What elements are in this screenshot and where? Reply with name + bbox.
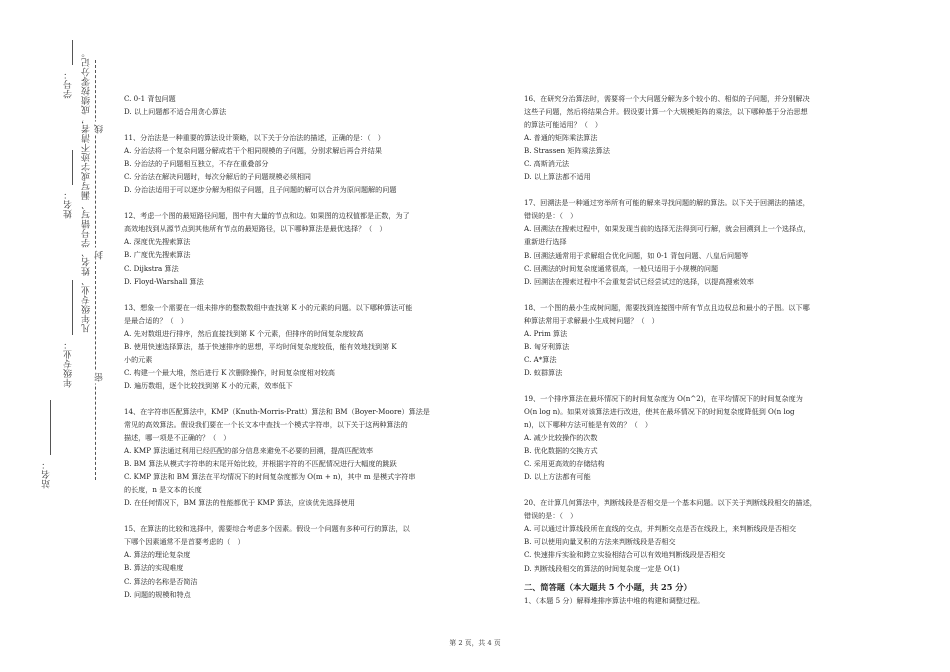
option-line: A. Prim 算法 [524,328,568,338]
option-line: B. 使用快速选择算法，基于快速排序的思想，平均时间复杂度较低，能有效地找到第 K [124,341,397,351]
option-line: C. 高斯消元法 [524,159,570,169]
seal-char-seal: 封 [95,250,105,260]
right-column [524,92,864,607]
option-line: A. 减少比较操作的次数 [524,433,598,443]
option-line: C. 回溯法的时间复杂度通常很高，一般只适用于小规模的问题 [524,263,719,273]
option-line: A. 算法的理论复杂度 [124,550,191,560]
option-line: D. 蚁群算法 [524,367,563,377]
question-stem: 17、回溯法是一种通过穷举所有可能的解来寻找问题的解的算法。以下关于回溯法的描述， [524,198,810,208]
option-line: D. 在任何情况下，BM 算法的性能都优于 KMP 算法，应该优先选择使用 [124,498,355,508]
option-line: D. 判断线段相交的算法的时间复杂度一定是 O(1) [524,563,680,573]
option-line: D. 问题的规模和特点 [124,589,191,599]
seal-char-line: 线 [95,124,105,134]
option-line: B. 广度优先搜索算法 [124,250,191,260]
option-line: B. 可以使用向量叉积的方法来判断线段是否相交 [524,537,676,547]
option-line: A. 可以通过计算线段所在直线的交点，并判断交点是否在线段上，来判断线段是否相交 [524,524,797,534]
question-stem: n)，以下哪种方法可能是有效的？（ ） [524,420,652,430]
section-two-title: 二、简答题（本大题共 5 个小题，共 25 分） [524,581,692,592]
option-line: 的长度，n 是文本的长度 [124,485,202,495]
question-18 [524,301,864,379]
student-id-label: 学号： [64,70,74,99]
seal-char-secret: 密 [95,372,105,382]
option-line: A. 先对数组进行排序，然后直接找到第 K 个元素，但排序的时间复杂度较高 [124,328,364,338]
question-stem: 这些子问题，然后将结果合并。假设要计算一个大规模矩阵的乘法，以下哪种基于分治思想 [524,107,808,117]
question-stem: 是最合适的？（ ） [124,315,188,325]
option-line: D. 以上问题都不适合用贪心算法 [124,107,227,117]
option-line: B. 匈牙利算法 [524,341,570,351]
option-line: B. 分治法的子问题相互独立，不存在重叠部分 [124,159,269,169]
option-line: C. A*算法 [524,354,557,364]
underline-student-id [72,40,73,65]
option-line: D. 遍历数组，逐个比较找到第 K 小的元素，效率低下 [124,380,293,390]
binding-strip [0,0,110,672]
question-stem: 16、在研究分治算法时，需要将一个大问题分解为多个较小的、相似的子问题，并分别解决 [524,94,810,103]
option-line: A. KMP 算法通过利用已经匹配的部分信息来避免不必要的回溯，提高匹配效率 [124,446,374,456]
option-line: A. 深度优先搜索算法 [124,237,191,247]
option-line: B. Strassen 矩阵乘法算法 [524,146,610,156]
underline-major [72,280,73,335]
option-line: 重新进行选择 [524,237,567,247]
question-12 [124,209,477,287]
underline-name [72,150,73,185]
question-stem: 下哪个因素通常不是首要考虑的（ ） [124,537,245,547]
left-column [124,92,477,607]
option-line: B. 回溯法通常用于求解组合优化问题，如 0-1 背包问题、八皇后问题等 [524,250,749,260]
question-13 [124,301,477,392]
name-label: 姓名： [64,190,74,219]
question-15 [124,522,477,600]
question-stem: 13、想象一个需要在一组未排序的整数数组中查找第 K 小的元素的问题。以下哪种算法可能 [124,302,413,312]
question-11 [124,131,477,196]
question-stem: 错误的是：（ ） [524,211,578,221]
question-stem: 14、在字符串匹配算法中，KMP（Knuth-Morris-Pratt）算法和 BM（Boyer-Moore）算法是 [124,406,430,416]
option-line: 小的元素 [124,354,153,364]
option-line: C. Dijkstra 算法 [124,263,179,273]
option-line: C. 分治法在解决问题时，每次分解后的子问题规模必须相同 [124,172,312,182]
page-footer: 第 2 页，共 4 页 [449,639,501,647]
option-line: A. 分治法将一个复杂问题分解成若干个相同规模的子问题，分别求解后再合并结果 [124,146,382,156]
option-line: C. 构建一个最大堆，然后进行 K 次删除操作，时间复杂度相对较高 [124,367,336,377]
question-stem: 高效地找到从源节点到其他所有节点的最短路径，以下哪种算法是最优选择？（ ） [124,224,387,234]
option-line: D. 以上方法都有可能 [524,472,591,482]
option-line: D. 分治法适用于可以逐步分解为相似子问题，且子问题的解可以合并为原问题解的问题 [124,185,397,195]
center-label: 站名： [42,460,52,489]
option-line: C. 采用更高效的存储结构 [524,459,605,469]
question-14 [124,405,477,509]
question-stem: 12、考虑一个图的最短路径问题，图中有大量的节点和边。如果图的边权值都是正数，为了 [124,211,410,221]
option-line: C. KMP 算法和 BM 算法在平均情况下的时间复杂度都为 O(m + n)，其中 m 是模式字符串 [124,472,416,482]
question-19 [524,392,864,483]
major-label: 年级专业： [64,340,74,388]
underline-center [50,400,51,455]
option-line: A. 普通的矩阵乘法算法 [524,133,598,143]
option-line: D. Floyd-Warshall 算法 [124,276,204,286]
question-stem: 20、在计算几何算法中，判断线段是否相交是一个基本问题。以下关于判断线段相交的描述， [524,498,817,508]
question-stem: 18、一个图的最小生成树问题，需要找到连接图中所有节点且边权总和最小的子图。以下哪 [524,302,810,312]
notice-text: 凡年级专业、姓名、学号错写、漏写或字迹不清者，成绩按零分记。 [82,48,92,333]
question-stem: 15、在算法的比较和选择中，需要综合考虑多个因素。假设一个问题有多种可行的算法，以 [124,524,410,534]
question-stem: 的算法可能适用？（ ） [524,120,603,130]
question-stem: 19、一个排序算法在最坏情况下的时间复杂度为 O(n^2)，在平均情况下的时间复杂度为 [524,393,803,403]
question-stem: 错误的是：（ ） [524,511,578,521]
question-stem: 11、分治法是一种重要的算法设计策略，以下关于分治法的描述，正确的是：（ ） [124,133,385,143]
question-stem: 常见的高效算法。假设我们要在一个长文本中查找一个模式字符串，以下关于这两种算法的 [124,419,408,429]
option-line: B. 算法的实现难度 [124,563,184,573]
question-stem: 种算法常用于求解最小生成树问题？（ ） [524,315,659,325]
short-answer-question-1: 1、（本题 5 分）解释堆排序算法中堆的构建和调整过程。 [524,595,705,605]
option-line: B. BM 算法从模式字符串的末尾开始比较，并根据字符的不匹配情况进行大幅度的跳跃 [124,459,397,469]
option-line: D. 以上算法都不适用 [524,172,591,182]
question-stem: 描述，哪一项是不正确的？（ ） [124,433,231,443]
option-line: C. 快速排斥实验和跨立实验相结合可以有效地判断线段是否相交 [524,550,726,560]
option-line: D. 回溯法在搜索过程中不会重复尝试已经尝试过的选择，以提高搜索效率 [524,276,754,286]
option-line: C. 算法的名称是否简洁 [124,576,198,586]
question-20 [524,496,864,574]
question-block [124,92,477,118]
option-line: C. 0-1 背包问题 [124,94,176,103]
question-16 [524,92,864,183]
option-line: A. 回溯法在搜索过程中，如果发现当前的选择无法得到可行解，就会回溯到上一个选择点， [524,224,811,234]
question-17 [524,196,864,287]
question-stem: O(n log n)。如果对该算法进行改进，使其在最坏情况下的时间复杂度降低到 O(n log [524,406,795,416]
option-line: B. 优化数据的交换方式 [524,446,598,456]
